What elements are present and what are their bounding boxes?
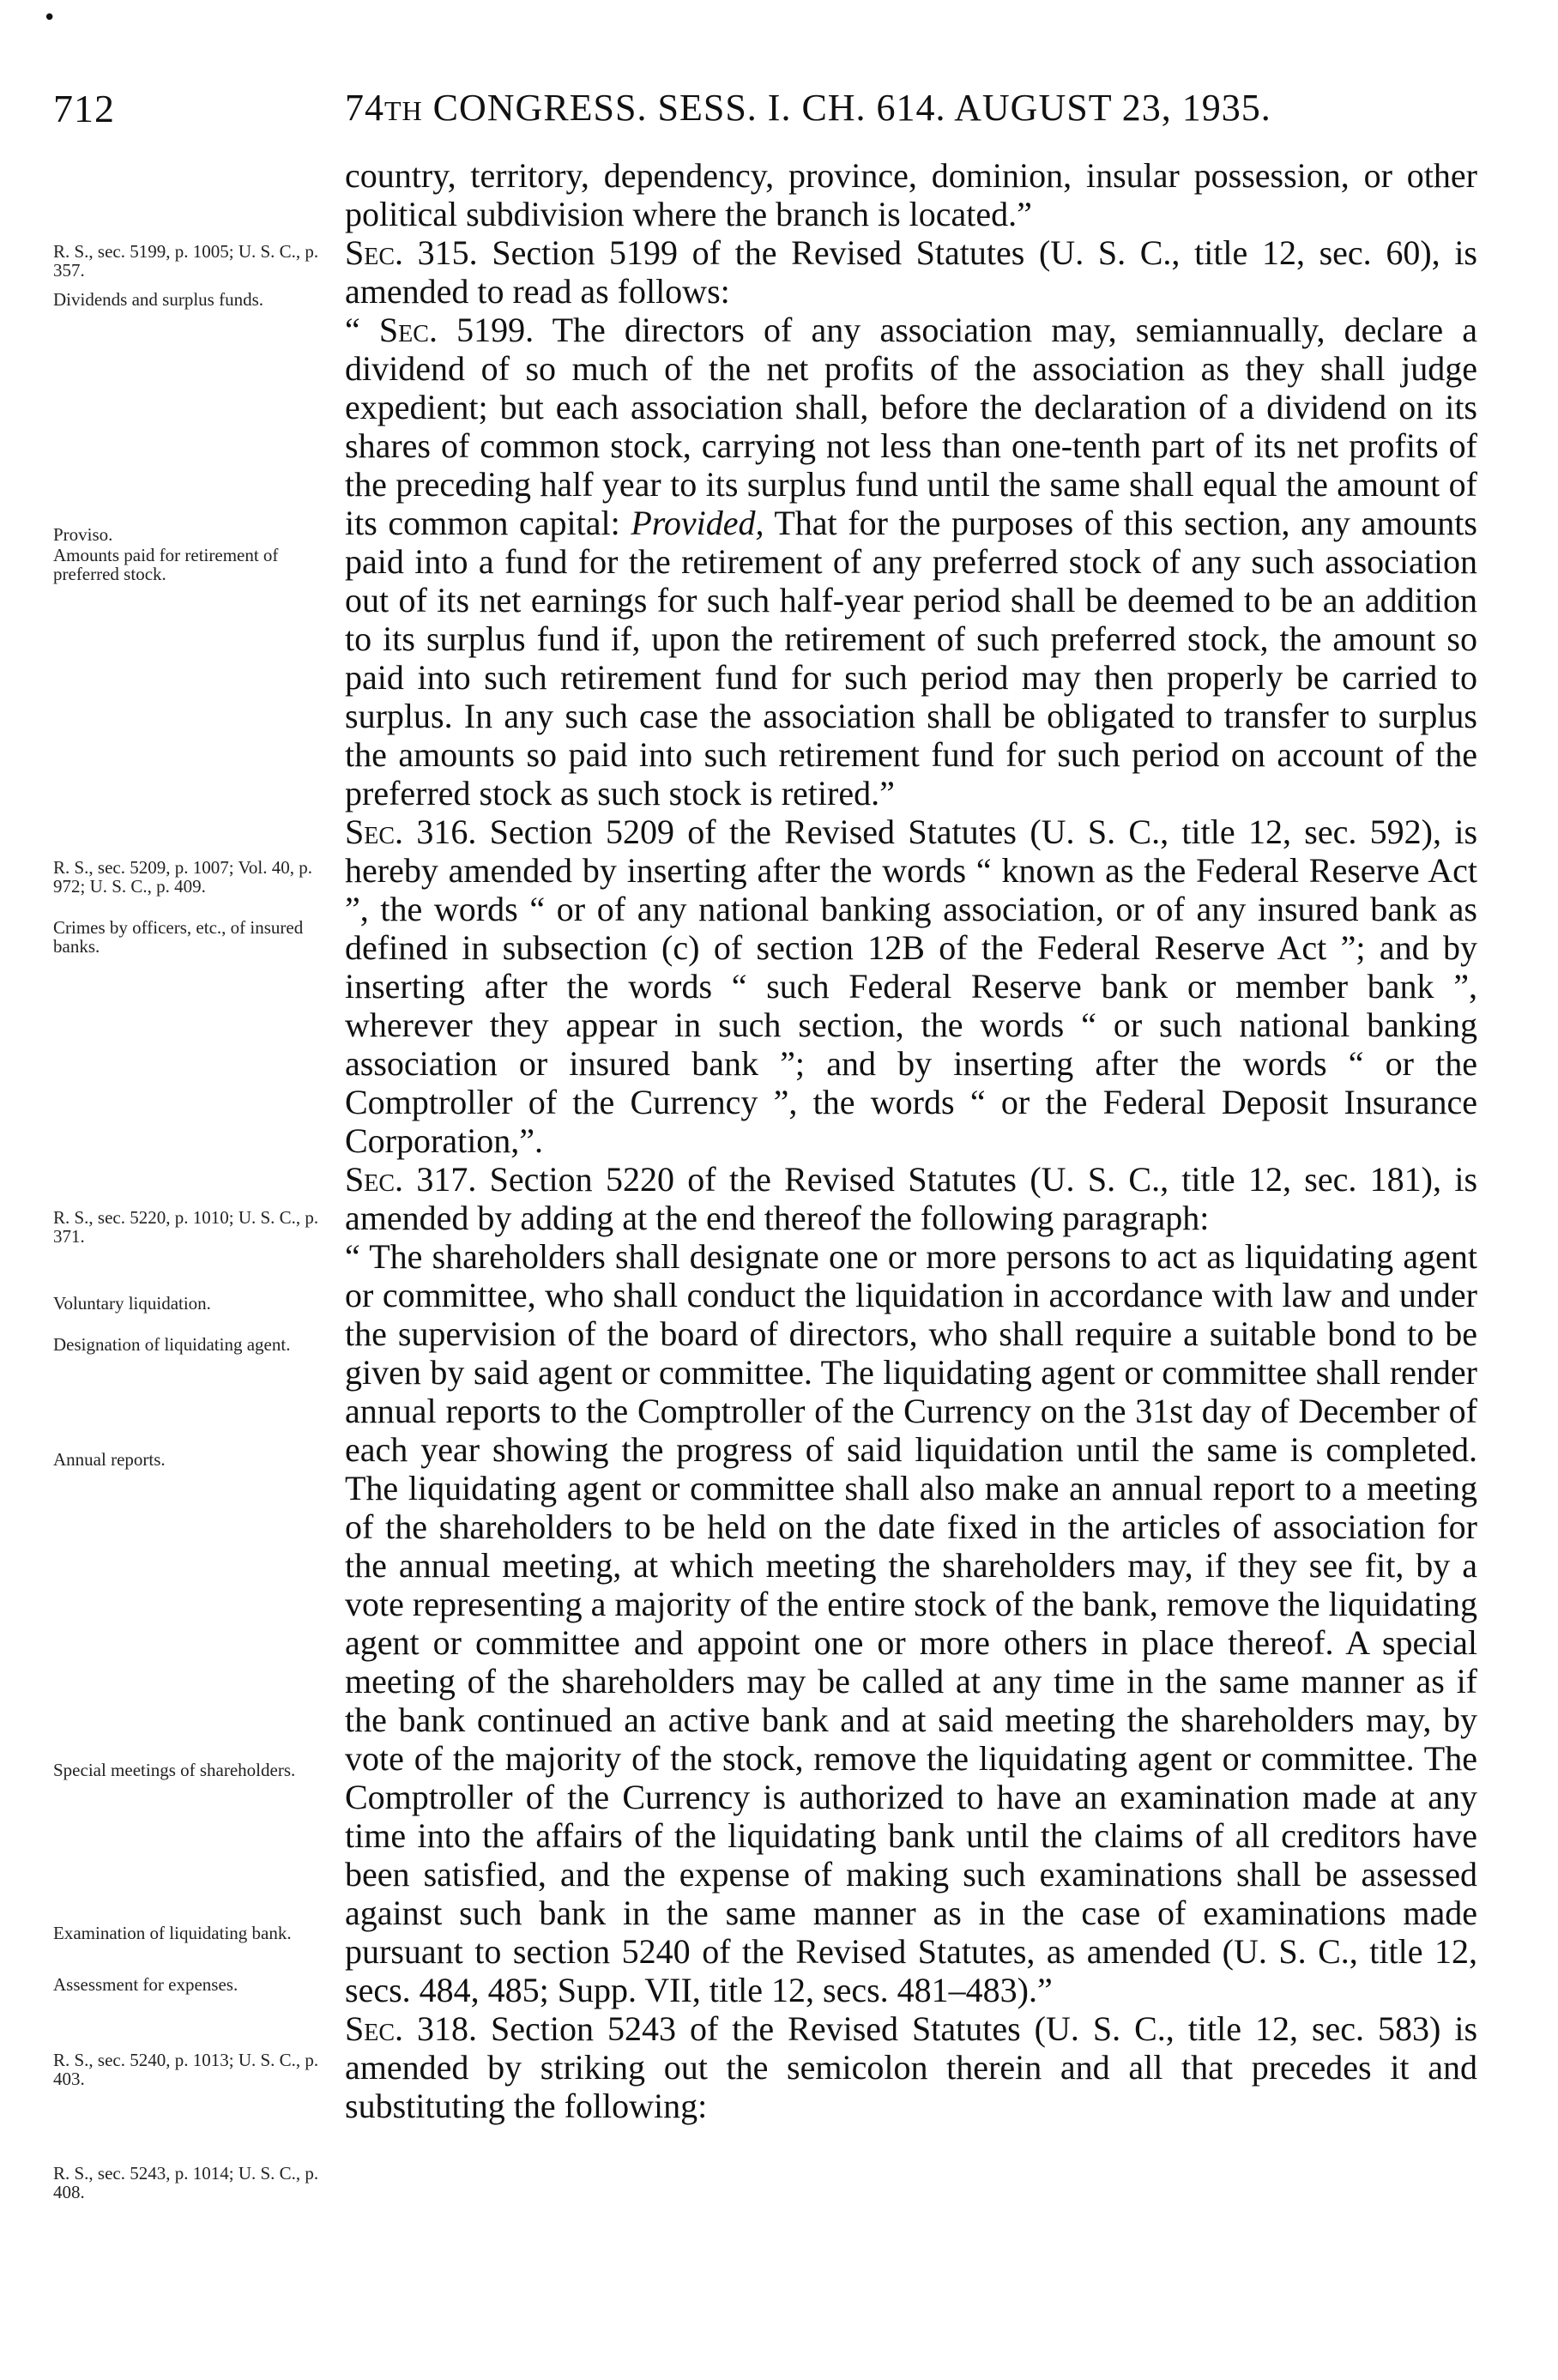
section-label: Sec. 318. [345, 2009, 478, 2048]
section-317 [345, 1160, 1477, 1237]
section-text: The directors of any association may, semiannually, declare a dividend of so much of the net profits of the association as they shall judge expedient; but each association shall, before the declaration of a dividend on its shares of common stock, carrying not less than one-tenth part of its net profits of the preceding half year to its surplus fund until the same shall equal the amount of its common capital: [345, 311, 1478, 542]
page-number: 712 [53, 87, 115, 130]
section-5199-quoted [345, 311, 1477, 812]
page-mark: • [43, 5, 57, 31]
margin-citation-sec-5240: R. S., sec. 5240, p. 1013; U. S. C., p. 403. [53, 2050, 319, 2089]
running-head [345, 86, 1271, 130]
section-label: Sec. 317. [345, 1160, 477, 1199]
section-text: Section 5199 of the Revised Statutes (U. S. C., title 12, sec. 60), is amended to read as follows: [345, 233, 1477, 311]
section-text: Section 5209 of the Revised Statutes (U. S. C., title 12, sec. 592), is hereby amended by inserting after the words “ known as the Federal Reserve Act ”, the words “ or of any national banking association, or of any insured bank as defined in subsection (c) of section 12B of the Federal Reserve Act ”; and by inserting after the words “ such Federal Reserve bank or member bank ”, wherever they appear in such section, the words “ or such national banking association or insured bank ”; and by inserting after the words “ or the Comptroller of the Currency ”, the words “ or the Federal Deposit Insurance Corporation,”. [345, 812, 1478, 1160]
section-text: Section 5243 of the Revised Statutes (U. S. C., title 12, sec. 583) is amended by striking out the semicolon therein and all that precedes it and substituting the following: [345, 2009, 1478, 2125]
margin-note-annual-reports: Annual reports. [53, 1449, 166, 1470]
provided-term: Provided, [631, 504, 764, 542]
margin-citation-sec-315: R. S., sec. 5199, p. 1005; U. S. C., p. 357. [53, 241, 319, 281]
section-label: Sec. 315. [345, 233, 478, 272]
congress-suffix: TH [384, 95, 423, 126]
section-316 [345, 812, 1477, 1160]
margin-note-amounts-paid: Amounts paid for retirement of preferred stock. [53, 545, 279, 584]
margin-note-designation: Designation of liquidating agent. [53, 1334, 291, 1355]
congress-number: 74 [345, 87, 384, 129]
margin-note-dividends: Dividends and surplus funds. [53, 289, 263, 310]
margin-note-proviso: Proviso. [53, 524, 113, 545]
section-label: “ Sec. 5199. [345, 311, 534, 349]
margin-note-assessment: Assessment for expenses. [53, 1974, 239, 1995]
continued-paragraph: country, territory, dependency, province, dominion, insular possession, or other political subdivision where the branch is located.” [345, 156, 1477, 233]
section-318 [345, 2009, 1477, 2125]
body-text [345, 156, 1477, 2125]
running-head-rest: CONGRESS. SESS. I. CH. 614. AUGUST 23, 1935. [422, 87, 1271, 129]
margin-note-examination: Examination of liquidating bank. [53, 1923, 292, 1943]
section-text: Section 5220 of the Revised Statutes (U. S. C., title 12, sec. 181), is amended by adding at the end thereof the following paragraph: [345, 1160, 1478, 1237]
margin-note-voluntary: Voluntary liquidation. [53, 1293, 211, 1314]
margin-citation-sec-316: R. S., sec. 5209, p. 1007; Vol. 40, p. 972; U. S. C., p. 409. [53, 857, 312, 897]
section-text: That for the purposes of this section, any amounts paid into a fund for the retirement of any preferred stock of any such association out of its net earnings for such half-year period shall be deemed to be an addition to its surplus fund if, upon the retirement of such preferred stock, the amount so paid into such retirement fund for such period may then properly be carried to surplus. In any such case the association shall be obligated to transfer to surplus the amounts so paid into such retirement fund for such period on account of the preferred stock as such stock is retired.” [345, 504, 1477, 812]
section-315 [345, 233, 1477, 311]
margin-notes [0, 0, 336, 2380]
quoted-paragraph-liquidation: “ The shareholders shall designate one or more persons to act as liquidating agent or committee, who shall conduct the liquidation in accordance with law and under the supervision of the board of directors, who shall require a suitable bond to be given by said agent or committee. The liquidating agent or committee shall render annual reports to the Comptroller of the Currency on the 31st day of December of each year showing the progress of said liquidation until the same is completed. The liquidating agent or committee shall also make an annual report to a meeting of the shareholders to be held on the date fixed in the articles of association for the annual meeting, at which meeting the shareholders may, if they see fit, by a vote representing a majority of the entire stock of the bank, remove the liquidating agent or committee and appoint one or more others in place thereof. A special meeting of the shareholders may be called at any time in the same manner as if the bank continued an active bank and at said meeting the shareholders may, by vote of the majority of the stock, remove the liquidating agent or committee. The Comptroller of the Currency is authorized to have an examination made at any time into the affairs of the liquidating bank until the claims of all creditors have been satisfied, and the expense of making such examinations shall be assessed against such bank in the same manner as in the case of examinations made pursuant to section 5240 of the Revised Statutes, as amended (U. S. C., title 12, secs. 484, 485; Supp. VII, title 12, secs. 481–483).” [345, 1237, 1477, 2009]
margin-citation-sec-318: R. S., sec. 5243, p. 1014; U. S. C., p. 408. [53, 2163, 319, 2202]
margin-note-special-meetings: Special meetings of shareholders. [53, 1760, 296, 1780]
margin-note-crimes: Crimes by officers, etc., of insured banks. [53, 917, 304, 957]
section-label: Sec. 316. [345, 812, 477, 851]
margin-citation-sec-317: R. S., sec. 5220, p. 1010; U. S. C., p. 371. [53, 1207, 319, 1247]
